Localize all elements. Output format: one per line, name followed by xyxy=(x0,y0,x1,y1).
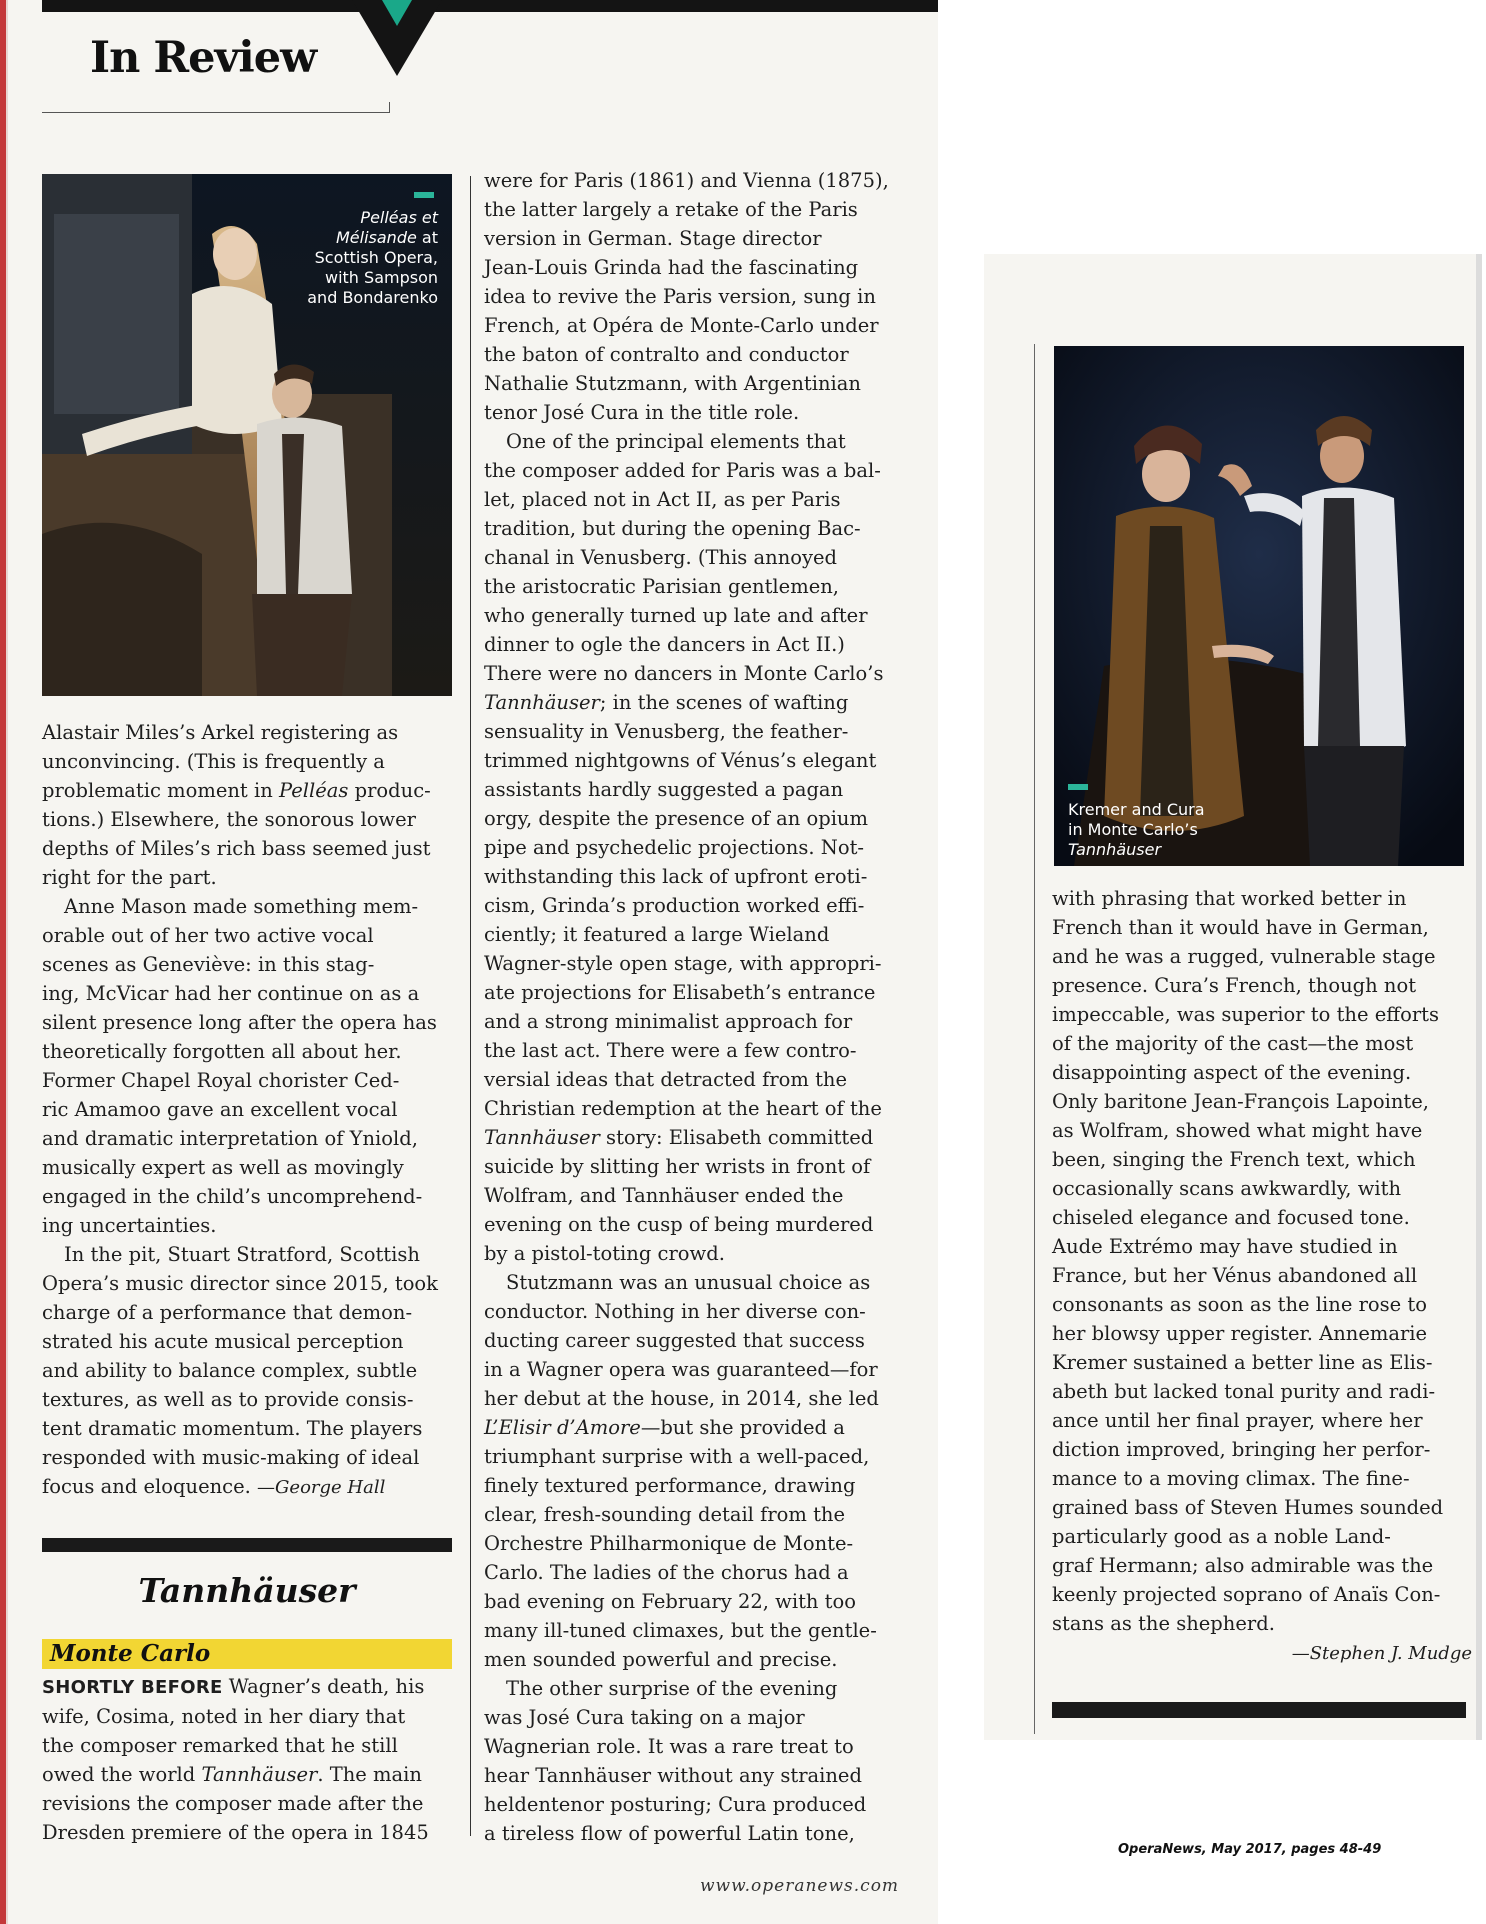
text-line xyxy=(1052,1638,1472,1668)
text-line: Wolfram, and Tannhäuser ended the xyxy=(484,1184,844,1207)
section-divider-bar xyxy=(42,1538,452,1552)
text-line: Orchestre Philharmonique de Monte- xyxy=(484,1532,854,1555)
text-run: Tannhäuser xyxy=(484,1126,600,1149)
text-line: of the majority of the cast—the most xyxy=(1052,1032,1414,1055)
text-line: many ill-tuned climaxes, but the gentle- xyxy=(484,1619,877,1642)
title-rule-tick xyxy=(389,102,390,113)
text-line: stans as the shepherd. xyxy=(1052,1612,1275,1635)
text-line: cism, Grinda’s production worked effi- xyxy=(484,894,865,917)
text-line: depths of Miles’s rich bass seemed just xyxy=(42,837,431,860)
text-line: clear, fresh-sounding detail from the xyxy=(484,1503,846,1526)
text-line xyxy=(42,1760,462,1789)
text-line: triumphant surprise with a well-paced, xyxy=(484,1445,870,1468)
caption-marker xyxy=(414,192,434,198)
text-line: assistants hardly suggested a pagan xyxy=(484,778,844,801)
text-run: ; in the scenes of wafting xyxy=(599,691,849,714)
text-line: Wagner-style open stage, with appropri- xyxy=(484,952,882,975)
text-line: Aude Extrémo may have studied in xyxy=(1052,1235,1398,1258)
text-line: France, but her Vénus abandoned all xyxy=(1052,1264,1418,1287)
text-run: Pelléas xyxy=(278,779,349,802)
text-run: problematic moment in xyxy=(42,779,279,802)
text-line: with phrasing that worked better in xyxy=(1052,887,1407,910)
chevron-notch-icon xyxy=(352,0,442,76)
text-line: evening on the cusp of being murdered xyxy=(484,1213,874,1236)
text-line: been, singing the French text, which xyxy=(1052,1148,1416,1171)
text-line: abeth but lacked tonal purity and radi- xyxy=(1052,1380,1436,1403)
text-line: diction improved, bringing her perfor- xyxy=(1052,1438,1431,1461)
text-line: Stutzmann was an unusual choice as xyxy=(506,1271,871,1294)
text-run: owed the world xyxy=(42,1763,202,1786)
text-line: tenor José Cura in the title role. xyxy=(484,401,800,424)
text-line xyxy=(42,1472,462,1502)
text-line: and dramatic interpretation of Yniold, xyxy=(42,1127,418,1150)
section-divider-bar xyxy=(1052,1702,1466,1718)
text-line: pipe and psychedelic projections. Not- xyxy=(484,836,865,859)
text-line: tradition, but during the opening Bac- xyxy=(484,517,861,540)
text-line: and a strong minimalist approach for xyxy=(484,1010,853,1033)
text-line: the latter largely a retake of the Paris xyxy=(484,198,858,221)
text-line: presence. Cura’s French, though not xyxy=(1052,974,1417,997)
text-line: ing, McVicar had her continue on as a xyxy=(42,982,420,1005)
caption-line: Mélisande xyxy=(336,228,417,247)
location-label: Monte Carlo xyxy=(50,1640,211,1667)
text-run: story: Elisabeth committed xyxy=(599,1126,874,1149)
text-line: One of the principal elements that xyxy=(506,430,846,453)
text-line: versial ideas that detracted from the xyxy=(484,1068,848,1091)
text-line: ciently; it featured a large Wieland xyxy=(484,923,830,946)
column-3-text xyxy=(1052,884,1472,1668)
text-line: occasionally scans awkwardly, with xyxy=(1052,1177,1402,1200)
text-line: French than it would have in German, xyxy=(1052,916,1429,939)
photo-tannhauser-caption xyxy=(1068,800,1288,860)
photo-pelleas xyxy=(42,174,452,696)
text-line: ducting career suggested that success xyxy=(484,1329,865,1352)
column-divider xyxy=(470,176,471,1836)
text-run: . The main xyxy=(317,1763,422,1786)
text-line: silent presence long after the opera has xyxy=(42,1011,437,1034)
text-line xyxy=(484,1123,914,1152)
text-line: Wagnerian role. It was a rare treat to xyxy=(484,1735,854,1758)
lead-caps: SHORTLY BEFORE xyxy=(42,1677,223,1698)
text-line: grained bass of Steven Humes sounded xyxy=(1052,1496,1444,1519)
text-line: There were no dancers in Monte Carlo’s xyxy=(484,662,884,685)
text-line: withstanding this lack of upfront eroti- xyxy=(484,865,868,888)
text-line: Christian redemption at the heart of the xyxy=(484,1097,882,1120)
title-rule xyxy=(42,112,390,113)
text-line: French, at Opéra de Monte-Carlo under xyxy=(484,314,879,337)
text-line: engaged in the child’s uncomprehend- xyxy=(42,1185,423,1208)
text-line: tions.) Elsewhere, the sonorous lower xyxy=(42,808,416,831)
review-signature: —Stephen J. Mudge xyxy=(1291,1643,1472,1664)
page-edge-shadow xyxy=(6,0,8,1924)
photo-pelleas-caption xyxy=(238,208,438,308)
text-line: her blowsy upper register. Annemarie xyxy=(1052,1322,1428,1345)
text-line: disappointing aspect of the evening. xyxy=(1052,1061,1412,1084)
review-lead-text xyxy=(42,1672,462,1847)
text-line: ate projections for Elisabeth’s entrance xyxy=(484,981,876,1004)
text-line: Anne Mason made something mem- xyxy=(64,895,419,918)
magazine-page-right-clip xyxy=(984,254,1482,1740)
text-line: and he was a rugged, vulnerable stage xyxy=(1052,945,1436,968)
text-line: scenes as Geneviève: in this stag- xyxy=(42,953,375,976)
page-edge xyxy=(1476,254,1482,1740)
caption-line: and Bondarenko xyxy=(307,288,438,307)
text-line: orgy, despite the presence of an opium xyxy=(484,807,868,830)
text-line: the baton of contralto and conductor xyxy=(484,343,849,366)
text-line: conductor. Nothing in her diverse con- xyxy=(484,1300,866,1323)
text-line: heldentenor posturing; Cura produced xyxy=(484,1793,867,1816)
source-credit: OperaNews, May 2017, pages 48-49 xyxy=(1118,1842,1382,1857)
section-title: In Review xyxy=(90,33,317,83)
caption-line: Pelléas et xyxy=(360,208,438,227)
text-line: trimmed nightgowns of Vénus’s elegant xyxy=(484,749,877,772)
text-line: chanal in Venusberg. (This annoyed xyxy=(484,546,838,569)
text-line: ing uncertainties. xyxy=(42,1214,217,1237)
caption-line: at xyxy=(416,228,438,247)
text-line: Alastair Miles’s Arkel registering as xyxy=(42,721,399,744)
text-line: consonants as soon as the line rose to xyxy=(1052,1293,1427,1316)
text-line: responded with music-making of ideal xyxy=(42,1446,420,1469)
text-line: the composer remarked that he still xyxy=(42,1734,398,1757)
column-2-text xyxy=(484,166,914,1848)
text-line: a tireless flow of powerful Latin tone, xyxy=(484,1822,855,1845)
review-title: Tannhäuser xyxy=(138,1571,356,1610)
text-line: Nathalie Stutzmann, with Argentinian xyxy=(484,372,861,395)
text-run: Tannhäuser xyxy=(484,691,600,714)
location-banner xyxy=(42,1639,452,1669)
text-line: finely textured performance, drawing xyxy=(484,1474,856,1497)
text-run: L’Elisir d’Amore xyxy=(484,1416,641,1439)
text-line: wife, Cosima, noted in her diary that xyxy=(42,1705,406,1728)
text-line: orable out of her two active vocal xyxy=(42,924,374,947)
text-line: right for the part. xyxy=(42,866,217,889)
text-line: The other surprise of the evening xyxy=(506,1677,838,1700)
text-line: was José Cura taking on a major xyxy=(484,1706,805,1729)
text-line: idea to revive the Paris version, sung in xyxy=(484,285,876,308)
text-line: ric Amamoo gave an excellent vocal xyxy=(42,1098,398,1121)
text-line: In the pit, Stuart Stratford, Scottish xyxy=(64,1243,420,1266)
text-line: suicide by slitting her wrists in front of xyxy=(484,1155,871,1178)
text-line: dinner to ogle the dancers in Act II.) xyxy=(484,633,845,656)
text-line: impeccable, was superior to the efforts xyxy=(1052,1003,1440,1026)
text-line: version in German. Stage director xyxy=(484,227,822,250)
text-line: let, placed not in Act II, as per Paris xyxy=(484,488,841,511)
text-line: musically expert as well as movingly xyxy=(42,1156,404,1179)
text-line: Jean-Louis Grinda had the fascinating xyxy=(484,256,859,279)
text-line: and ability to balance complex, subtle xyxy=(42,1359,418,1382)
text-line xyxy=(484,688,914,717)
text-line: Carlo. The ladies of the chorus had a xyxy=(484,1561,849,1584)
text-line: by a pistol-toting crowd. xyxy=(484,1242,725,1265)
text-line: hear Tannhäuser without any strained xyxy=(484,1764,862,1787)
text-line: as Wolfram, showed what might have xyxy=(1052,1119,1423,1142)
text-line xyxy=(42,1672,462,1702)
photo-tannhauser xyxy=(1054,346,1464,866)
text-line: her debut at the house, in 2014, she led xyxy=(484,1387,879,1410)
text-line: strated his acute musical perception xyxy=(42,1330,404,1353)
review-signature: —George Hall xyxy=(257,1477,386,1498)
top-bar xyxy=(42,0,938,12)
text-line: particularly good as a noble Land- xyxy=(1052,1525,1391,1548)
text-line: Opera’s music director since 2015, took xyxy=(42,1272,438,1295)
text-line: Only baritone Jean-François Lapointe, xyxy=(1052,1090,1429,1113)
text-line xyxy=(42,776,462,805)
caption-line: with Sampson xyxy=(325,268,438,287)
column-rule xyxy=(1034,344,1035,1734)
text-line: Kremer sustained a better line as Elis- xyxy=(1052,1351,1433,1374)
text-line: tent dramatic momentum. The players xyxy=(42,1417,423,1440)
text-run: Tannhäuser xyxy=(201,1763,318,1786)
caption-marker xyxy=(1068,784,1088,790)
text-line: graf Hermann; also admirable was the xyxy=(1052,1554,1434,1577)
text-line: Dresden premiere of the opera in 1845 xyxy=(42,1821,429,1844)
text-line: keenly projected soprano of Anaïs Con- xyxy=(1052,1583,1441,1606)
text-line: in a Wagner opera was guaranteed—for xyxy=(484,1358,878,1381)
text-line: men sounded powerful and precise. xyxy=(484,1648,838,1671)
text-line: bad evening on February 22, with too xyxy=(484,1590,856,1613)
text-line: mance to a moving climax. The fine- xyxy=(1052,1467,1410,1490)
text-run: —but she provided a xyxy=(640,1416,845,1439)
text-line: who generally turned up late and after xyxy=(484,604,868,627)
text-line xyxy=(484,1413,914,1442)
text-run: focus and eloquence. xyxy=(42,1475,258,1498)
text-line: sensuality in Venusberg, the feather- xyxy=(484,720,849,743)
text-line: Former Chapel Royal chorister Ced- xyxy=(42,1069,400,1092)
text-line: the composer added for Paris was a bal- xyxy=(484,459,881,482)
text-line: charge of a performance that demon- xyxy=(42,1301,413,1324)
caption-line: Kremer and Cura xyxy=(1068,800,1205,819)
text-line: were for Paris (1861) and Vienna (1875), xyxy=(484,169,889,192)
caption-line: in Monte Carlo’s xyxy=(1068,820,1198,839)
text-line: revisions the composer made after the xyxy=(42,1792,424,1815)
text-line: the last act. There were a few contro- xyxy=(484,1039,857,1062)
text-line: chiseled elegance and focused tone. xyxy=(1052,1206,1410,1229)
footer-url: www.operanews.com xyxy=(700,1876,900,1896)
text-line: ance until her final prayer, where her xyxy=(1052,1409,1423,1432)
text-line: textures, as well as to provide consis- xyxy=(42,1388,414,1411)
column-1-text xyxy=(42,718,462,1502)
caption-line: Tannhäuser xyxy=(1068,840,1162,859)
photo-tannhauser-image xyxy=(1054,346,1464,866)
text-line: the aristocratic Parisian gentlemen, xyxy=(484,575,839,598)
text-line: theoretically forgotten all about her. xyxy=(42,1040,402,1063)
text-run: Wagner’s death, his xyxy=(222,1675,425,1698)
caption-line: Scottish Opera, xyxy=(314,248,438,267)
text-run: produc- xyxy=(348,779,431,802)
text-line: unconvincing. (This is frequently a xyxy=(42,750,385,773)
